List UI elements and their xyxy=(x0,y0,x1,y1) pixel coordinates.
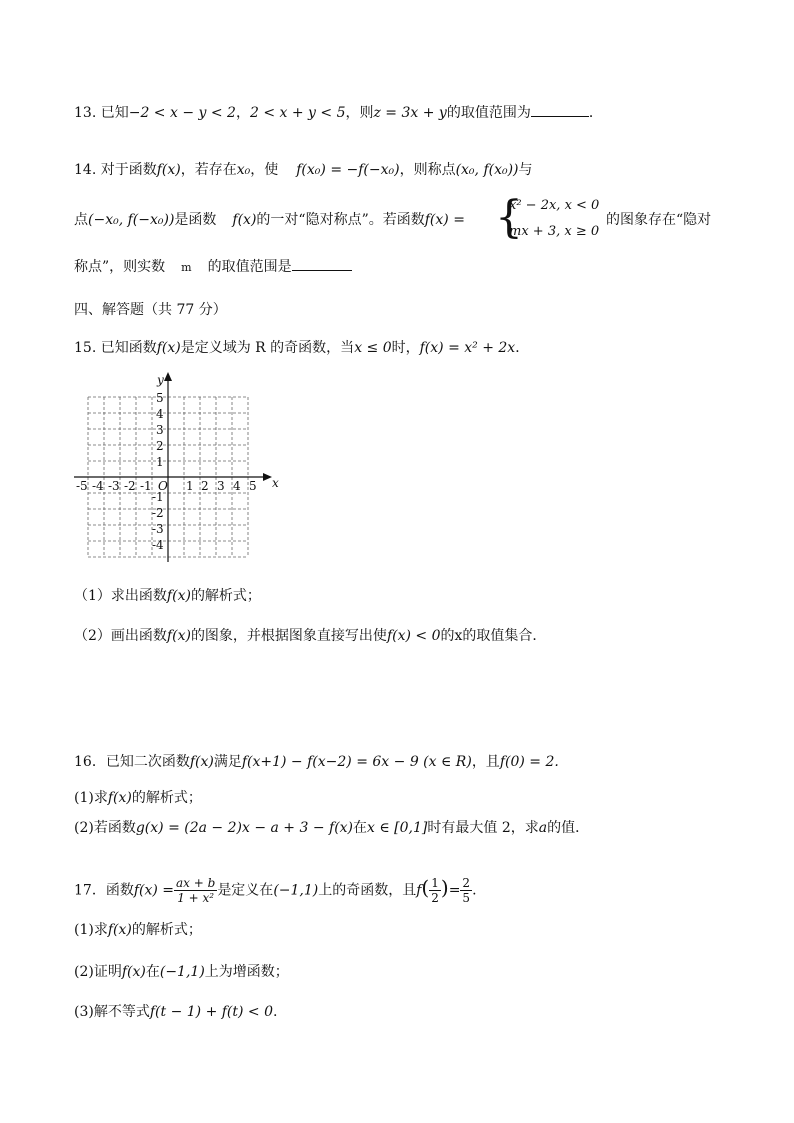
brace: { xyxy=(495,192,523,243)
x-tick: -4 xyxy=(92,479,104,493)
question-17-part-3: (3)解不等式f(t − 1) + f(t) < 0. xyxy=(74,1004,278,1020)
q15-rule: f(x) = x² + 2x xyxy=(419,340,516,356)
q16-relation: f(x+1) − f(x−2) = 6x − 9 (x ∈ R) xyxy=(241,754,472,770)
question-16-part-2: (2)若函数g(x) = (2a − 2)x − a + 3 − f(x)在x ∈ [0,1]时有最大值 2，求a的值． xyxy=(74,820,590,836)
question-14-line-3: 称点”，则实数 m 的取值范围是 xyxy=(74,256,352,278)
y-tick: 3 xyxy=(156,423,164,437)
x-tick: 1 xyxy=(186,479,194,493)
x-tick: 2 xyxy=(201,479,209,493)
question-14-line-1: 14. 对于函数f(x)，若存在x₀，使 f(x₀) = −f(−x₀)，则称点(x₀, f(x₀))与 xyxy=(74,162,533,178)
x-axis-arrow xyxy=(263,473,272,481)
question-17-part-2: (2)证明f(x)在(−1,1)上为增函数； xyxy=(74,964,289,980)
question-13: 13. 已知−2 < x − y < 2，2 < x + y < 5，则z = 3x + y的取值范围为 ． xyxy=(74,102,603,123)
q17-value-fraction: $\frac{2}{5}$ xyxy=(462,876,471,905)
question-14-line-2: 点(−x₀, f(−x₀))是函数 f(x)的一对“隐对称点”。若函数f(x) = xyxy=(74,212,465,228)
y-tick: -2 xyxy=(152,506,164,520)
x-tick: 3 xyxy=(217,479,225,493)
question-15-part-2: （2）画出函数f(x)的图象，并根据图象直接写出使f(x) < 0的x的取值集合． xyxy=(74,628,547,644)
y-axis-arrow xyxy=(164,372,172,381)
y-tick: -1 xyxy=(152,490,164,504)
q13-number: 13. 已知 xyxy=(74,105,129,121)
question-17-stem: 17．函数f(x) = $\frac{ax + b}{\text{1 + x²}}$ 是定义在(−1,1)上的奇函数，且f( $\frac{1}{2}$ )= $\frac{2}{5}$ . xyxy=(74,875,477,905)
q14-answer-blank xyxy=(292,256,352,271)
q14-symmetry-equation: f(x₀) = −f(−x₀) xyxy=(296,162,400,178)
q13-condition-1: −2 < x − y < 2 xyxy=(128,105,236,121)
y-tick: 1 xyxy=(156,455,164,469)
q16-g-definition: g(x) = (2a − 2)x − a + 3 − f(x) xyxy=(135,820,354,836)
question-15-stem: 15. 已知函数f(x)是定义域为 R 的奇函数，当x ≤ 0时，f(x) = x² + 2x． xyxy=(74,340,530,356)
x-tick: -2 xyxy=(124,479,136,493)
y-tick: 4 xyxy=(156,407,164,421)
x-tick: -5 xyxy=(76,479,88,493)
coordinate-grid xyxy=(72,370,282,562)
question-17-part-1: (1)求f(x)的解析式； xyxy=(74,922,202,938)
x-tick: -1 xyxy=(140,479,152,493)
y-tick: 5 xyxy=(156,391,164,405)
y-tick: 2 xyxy=(156,439,164,453)
y-axis-label: y xyxy=(157,373,164,387)
origin-label: O xyxy=(158,479,168,493)
x-tick: 5 xyxy=(249,479,257,493)
q13-answer-blank xyxy=(531,102,589,117)
y-tick: -3 xyxy=(152,522,164,536)
q14-case-1: x² − 2x, x < 0 xyxy=(509,198,600,213)
x-tick: -3 xyxy=(108,479,120,493)
q14-case-2: mx + 3, x ≥ 0 xyxy=(509,224,600,239)
question-16-stem: 16．已知二次函数f(x)满足f(x+1) − f(x−2) = 6x − 9 (x ∈ R)，且f(0) = 2. xyxy=(74,754,559,770)
section-heading: 四、解答题（共 77 分） xyxy=(74,302,227,318)
x-axis-label: x xyxy=(272,476,279,490)
q13-objective: z = 3x + y xyxy=(373,105,447,121)
y-tick: -4 xyxy=(152,538,164,552)
q14-function-def: f(x) = xyxy=(424,212,465,228)
question-14-line-2-end: 的图象存在“隐对 xyxy=(606,212,712,228)
question-16-part-1: (1)求f(x)的解析式； xyxy=(74,790,202,806)
x-tick: 4 xyxy=(233,479,241,493)
q17-half-fraction: $\frac{1}{2}$ xyxy=(431,876,439,905)
q17-inequality: f(t − 1) + f(t) < 0 xyxy=(149,1004,274,1020)
q17-fraction: $\frac{ax + b}{\text{1 + x²}}$ xyxy=(176,876,216,905)
q13-condition-2: 2 < x + y < 5 xyxy=(249,105,346,121)
question-15-part-1: （1）求出函数f(x)的解析式； xyxy=(74,588,261,604)
